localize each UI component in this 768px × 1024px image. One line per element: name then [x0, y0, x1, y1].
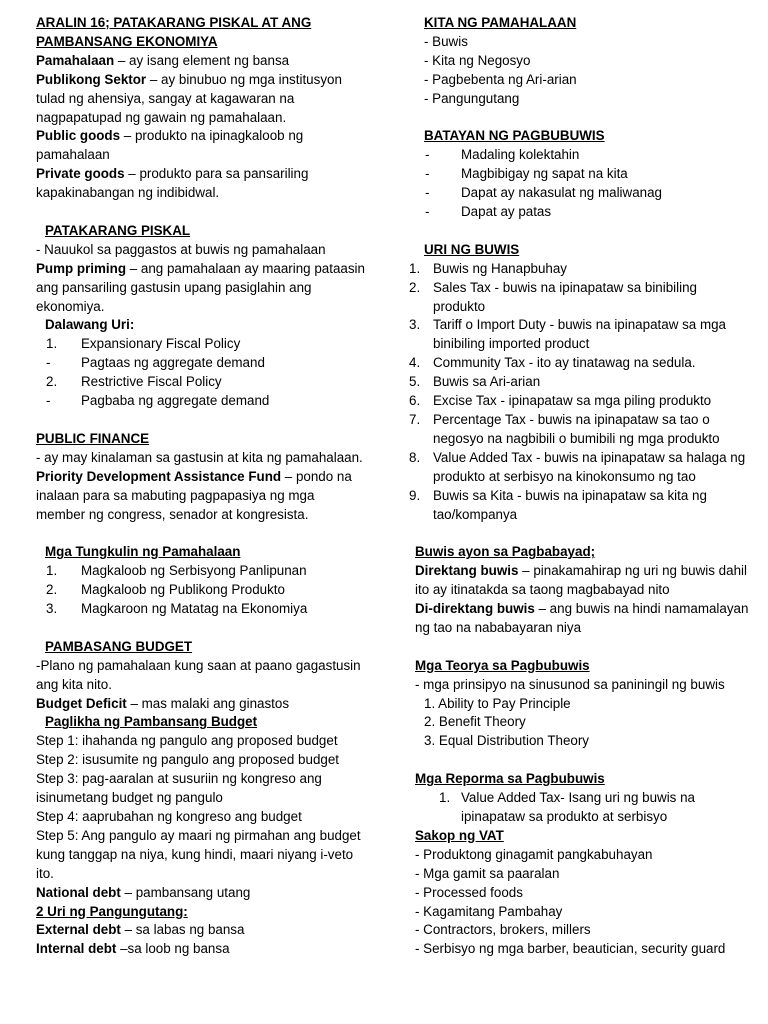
list-item — [409, 279, 750, 317]
list-item: - Kagamitang Pambahay — [415, 903, 563, 919]
list-item: - Pangungutang — [424, 90, 520, 106]
budget-step: Step 2: isusumite ng pangulo ang proposed budget — [36, 752, 340, 768]
lesson-title-line1: ARALIN 16; PATAKARANG PISKAL AT ANG — [36, 15, 312, 30]
budget-step: Step 1: ihahanda ng pangulo ang proposed budget — [36, 733, 338, 749]
heading-pagbabayad: Buwis ayon sa Pagbabayad; — [415, 544, 596, 560]
heading-paglikha: Paglikha ng Pambansang Budget — [45, 714, 258, 730]
list-item — [415, 146, 750, 165]
list-text: Value Added Tax - buwis na ipinapataw sa halaga ng produkto at serbisyo na kinokonsumo ng tao — [433, 449, 746, 484]
list-item — [409, 392, 750, 411]
definition: – pinakamahirap ng uri ng buwis dahil ito ay itinatakda sa taong magbabayad nito — [415, 563, 747, 598]
list-item: - Pagbebenta ng Ari-arian — [424, 71, 577, 87]
list-marker: 4. — [409, 355, 421, 371]
heading-batayan: BATAYAN NG PAGBUBUWIS — [424, 128, 605, 144]
list-text: Excise Tax - ipinapataw sa mga piling produkto — [433, 393, 712, 409]
list-marker: 9. — [409, 487, 421, 503]
def-pamahalaan — [36, 52, 366, 71]
list-text: Buwis sa Kita - buwis na ipinapataw sa kita ng tao/kompanya — [433, 487, 707, 522]
definition: – mas malaki ang ginastos — [126, 695, 290, 711]
list-marker: 1. — [439, 790, 451, 806]
definition: – pambansang utang — [120, 884, 251, 900]
list-item: 3. Equal Distribution Theory — [424, 733, 589, 749]
list-text: Magkaloob ng Serbisyong Panlipunan — [81, 563, 307, 579]
list-marker: 2. — [46, 582, 58, 598]
def-di-direktang-buwis — [415, 600, 750, 638]
definition: – pondo na inalaan para sa mabuting pagpapasiya ng mga member ng congress, senador at kongresista. — [36, 468, 352, 522]
list-marker: 6. — [409, 393, 421, 409]
list-text: Value Added Tax- Isang uri ng buwis na ipinapataw sa produkto at serbisyo — [461, 790, 695, 824]
list-item: 1. Ability to Pay Principle — [424, 695, 571, 711]
list-text: Madaling kolektahin — [461, 147, 580, 163]
term: External debt — [36, 922, 121, 938]
term: Direktang buwis — [415, 563, 519, 579]
term: Di-direktang buwis — [415, 601, 535, 617]
term: Publikong Sektor — [36, 71, 147, 87]
term: Budget Deficit — [36, 695, 127, 711]
teorya-desc: - mga prinsipyo na sinusunod sa paniningil ng buwis — [415, 676, 725, 692]
list-marker: - — [46, 355, 51, 371]
list-text: Pagtaas ng aggregate demand — [81, 355, 265, 371]
term: Public goods — [36, 128, 121, 144]
list-text: Magkaloob ng Publikong Produkto — [81, 582, 285, 598]
list-marker: - — [46, 393, 51, 409]
list-text: Magbibigay ng sapat na kita — [461, 166, 628, 182]
list-marker: 7. — [409, 412, 421, 427]
list-marker: - — [425, 147, 430, 163]
list-item: - Serbisyo ng mga barber, beautician, security guard — [415, 941, 726, 957]
list-text: Buwis sa Ari-arian — [433, 374, 541, 390]
list-text: Buwis ng Hanapbuhay — [433, 260, 567, 276]
list-marker: 2. — [46, 374, 58, 390]
term: National debt — [36, 884, 121, 900]
left-column — [36, 14, 366, 959]
definition: – ang pamahalaan ay maaring pataasin ang pansariling gastusin upang pasiglahin ang ekonomiya. — [36, 260, 365, 314]
list-text: Sales Tax - buwis na ipinapataw sa binibiling produkto — [433, 279, 697, 314]
heading-reporma: Mga Reporma sa Pagbubuwis — [415, 771, 605, 787]
list-marker: 2. — [409, 279, 421, 295]
list-text: Dapat ay patas — [461, 204, 552, 220]
patakarang-piskal-desc: - Nauukol sa paggastos at buwis ng pamahalaan — [36, 241, 326, 257]
term: Priority Development Assistance Fund — [36, 468, 282, 484]
def-pump-priming — [36, 260, 366, 317]
list-item — [409, 411, 750, 449]
list-item — [409, 316, 750, 354]
def-direktang-buwis — [415, 562, 750, 600]
list-item: - Contractors, brokers, millers — [415, 922, 591, 938]
heading-public-finance: PUBLIC FINANCE — [36, 430, 150, 446]
dalawang-uri-label: Dalawang Uri: — [45, 317, 135, 333]
list-item — [36, 373, 366, 392]
list-item: - Kita ng Negosyo — [424, 52, 531, 68]
heading-teorya: Mga Teorya sa Pagbubuwis — [415, 657, 590, 673]
def-pdaf — [36, 468, 366, 525]
list-item — [409, 373, 750, 392]
definition: – sa labas ng bansa — [120, 922, 245, 938]
list-item: - Mga gamit sa paaralan — [415, 865, 560, 881]
right-column — [409, 14, 750, 959]
term: Pamahalaan — [36, 52, 115, 68]
list-text: Percentage Tax - buwis na ipinapataw sa tao o negosyo na nagbibili o bumibili ng mga produkto — [433, 412, 720, 446]
list-marker: 1. — [46, 336, 58, 352]
list-item — [36, 335, 366, 354]
heading-uri-pangungutang: 2 Uri ng Pangungutang: — [36, 903, 188, 919]
list-item — [415, 184, 750, 203]
list-item — [36, 562, 366, 581]
list-item — [409, 260, 750, 279]
heading-pambasang-budget: PAMBASANG BUDGET — [45, 638, 193, 654]
list-marker: 3. — [409, 317, 421, 333]
list-item: - Produktong ginagamit pangkabuhayan — [415, 846, 653, 862]
def-national-debt — [36, 884, 366, 903]
term: Internal debt — [36, 941, 117, 957]
list-item — [415, 789, 750, 827]
def-public-goods — [36, 127, 366, 165]
budget-step: Step 3: pag-aaralan at susuriin ng kongreso ang isinumetang budget ng pangulo — [36, 771, 322, 806]
list-marker: 1. — [409, 260, 421, 276]
list-text: Tariff o Import Duty - buwis na ipinapataw sa mga binibiling imported product — [433, 317, 726, 352]
heading-sakop-vat: Sakop ng VAT — [415, 827, 504, 843]
list-item — [415, 203, 750, 222]
list-marker: 8. — [409, 449, 421, 465]
list-text: Restrictive Fiscal Policy — [81, 374, 222, 390]
budget-step: Step 4: aaprubahan ng kongreso ang budget — [36, 809, 302, 824]
list-item: - Buwis — [424, 33, 468, 49]
list-marker: 1. — [46, 563, 58, 579]
heading-kita: KITA NG PAMAHALAAN — [424, 15, 577, 30]
definition: – ang buwis na hindi namamalayan ng tao na nababayaran niya — [415, 601, 749, 635]
list-item — [36, 581, 366, 600]
list-text: Dapat ay nakasulat ng maliwanag — [461, 185, 662, 201]
definition: – produkto para sa pansariling kapakinabangan ng indibidwal. — [36, 166, 309, 201]
heading-patakarang-piskal: PATAKARANG PISKAL — [45, 222, 191, 238]
budget-step: Step 5: Ang pangulo ay maari ng pirmahan ang budget kung tanggap na niya, kung hindi, maari niyang i-veto ito. — [36, 827, 361, 881]
list-marker: - — [425, 185, 430, 201]
list-marker: - — [425, 166, 430, 182]
list-item — [409, 487, 750, 525]
list-text: Pagbaba ng aggregate demand — [81, 393, 270, 409]
def-publikong-sektor — [36, 71, 366, 128]
list-item — [36, 354, 366, 373]
list-item — [409, 449, 750, 487]
list-marker: 3. — [46, 601, 58, 617]
definition: – ay binubuo ng mga institusyon tulad ng ahensiya, sangay at kagawaran na nagpapatupad ng gawain ng pamahalaan. — [36, 71, 342, 125]
list-item: 2. Benefit Theory — [424, 714, 526, 730]
public-finance-desc: - ay may kinalaman sa gastusin at kita ng pamahalaan. — [36, 449, 363, 465]
definition: –sa loob ng bansa — [116, 941, 230, 957]
list-marker: - — [425, 204, 430, 220]
list-item — [409, 354, 750, 373]
list-item: - Processed foods — [415, 884, 523, 900]
def-external-debt — [36, 921, 366, 940]
list-marker: 5. — [409, 374, 421, 390]
list-text: Community Tax - ito ay tinatawag na sedula. — [433, 355, 696, 371]
definition: – ay isang element ng bansa — [114, 52, 290, 68]
heading-uri-buwis: URI NG BUWIS — [424, 241, 520, 257]
heading-tungkulin: Mga Tungkulin ng Pamahalaan — [45, 544, 241, 560]
def-private-goods — [36, 165, 366, 203]
term: Private goods — [36, 166, 125, 182]
budget-desc: -Plano ng pamahalaan kung saan at paano gagastusin ang kita nito. — [36, 657, 361, 692]
list-text: Magkaroon ng Matatag na Ekonomiya — [81, 601, 308, 617]
list-item — [36, 392, 366, 411]
list-text: Expansionary Fiscal Policy — [81, 336, 241, 352]
definition: – produkto na ipinagkaloob ng pamahalaan — [36, 128, 304, 163]
term: Pump priming — [36, 260, 127, 276]
def-budget-deficit — [36, 695, 366, 714]
list-item — [415, 165, 750, 184]
def-internal-debt — [36, 940, 366, 959]
list-item — [36, 600, 366, 619]
lesson-title-line2: PAMBANSANG EKONOMIYA — [36, 33, 218, 49]
